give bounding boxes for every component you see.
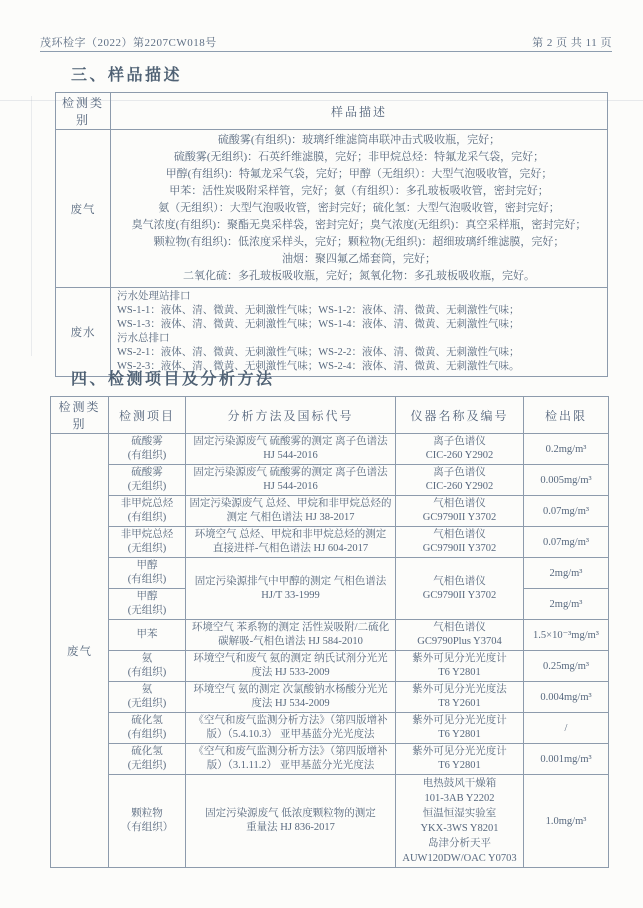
method-row: [51, 434, 609, 465]
table2-header-instrument: 仪器名称及编号: [396, 397, 524, 434]
method-row: [51, 682, 609, 713]
item-cell: [109, 465, 186, 496]
item-cell: [109, 434, 186, 465]
method-line: 固定污染源废气 硫酸雾的测定 离子色谱法: [193, 436, 388, 447]
method-row: [51, 620, 609, 651]
doc-number: 茂环检字（2022）第2207CW018号: [40, 37, 217, 49]
method-line: 《空气和废气监测分析方法》（第四版增补: [193, 715, 388, 726]
instrument-line: GC9790II Y3702: [422, 589, 497, 601]
item-cell: [109, 744, 186, 775]
method-line: HJ/T 33-1999: [261, 589, 320, 601]
item-line: 硫化氢: [131, 746, 163, 757]
item-cell: [109, 775, 186, 868]
method-line: 固定污染源废气 硫酸雾的测定 离子色谱法: [193, 467, 388, 478]
instrument-cell: [396, 496, 524, 527]
item-line: (有组织): [127, 729, 167, 740]
method-cell: [186, 713, 396, 744]
sample-line: 甲醇(有组织)：特氟龙采气袋，完好；甲醇（无组织）：大型气泡吸收管，完好；: [165, 168, 553, 180]
item-line: (有组织): [127, 512, 167, 523]
table2-header-category: 检测类别: [51, 397, 109, 434]
table2-header-limit: 检出限: [524, 397, 609, 434]
sample-line: WS-1-1：液体、清、微黄、无刺激性气味；WS-1-2：液体、清、微黄、无刺激性气味；: [117, 305, 520, 316]
method-row: [51, 527, 609, 558]
method-line: 《空气和废气监测分析方法》（第四版增补: [193, 746, 388, 757]
instrument-line: 气相色谱仪: [433, 498, 486, 509]
instrument-cell: [396, 465, 524, 496]
analysis-method-table: [50, 396, 609, 868]
method-row: [51, 775, 609, 868]
instrument-line: 紫外可见分光光度法: [412, 684, 507, 695]
item-line: 颗粒物: [131, 808, 163, 819]
method-row: [51, 496, 609, 527]
method-cell: [186, 744, 396, 775]
item-line: 非甲烷总烃: [120, 529, 174, 540]
method-line: 固定污染源废气 总烃、甲烷和非甲烷总烃的: [189, 498, 392, 509]
method-cell: [186, 775, 396, 868]
limit-cell: 0.004mg/m³: [524, 682, 609, 713]
method-row: [51, 651, 609, 682]
item-cell: [109, 589, 186, 620]
instrument-line: GC9790II Y3702: [422, 543, 497, 554]
method-line: HJ 544-2016: [263, 481, 318, 492]
instrument-line: 气相色谱仪: [433, 575, 486, 587]
table1-header-description: 样品描述: [111, 93, 608, 130]
section-title-test-methods: 四、检测项目及分析方法: [71, 371, 275, 388]
limit-cell: 1.0mg/m³: [524, 775, 609, 868]
method-line: 直接进样-气相色谱法 HJ 604-2017: [212, 543, 369, 554]
limit-cell: 1.5×10⁻³mg/m³: [524, 620, 609, 651]
item-line: (有组织): [127, 450, 167, 461]
sample-line: WS-2-3：液体、清、微黄、无刺激性气味；WS-2-4：液体、清、微黄、无刺激性气味。: [117, 361, 520, 372]
method-line: 版）（5.4.10.3） 亚甲基蓝分光光度法: [206, 729, 375, 740]
limit-cell: 0.07mg/m³: [524, 527, 609, 558]
instrument-cell: [396, 713, 524, 744]
item-line: (有组织): [127, 667, 167, 678]
instrument-line: 紫外可见分光光度计: [412, 715, 507, 726]
item-cell: [109, 620, 186, 651]
sample-line: 二氧化硫：多孔玻板吸收瓶，完好；氮氧化物：多孔玻板吸收瓶，完好。: [183, 270, 535, 282]
instrument-line: CIC-260 Y2902: [425, 450, 494, 461]
limit-cell: 0.005mg/m³: [524, 465, 609, 496]
item-cell: [109, 651, 186, 682]
table2-header-method: 分析方法及国标代号: [186, 397, 396, 434]
sample-row: [56, 130, 608, 288]
method-cell: [186, 496, 396, 527]
method-line: 版）（3.1.11.2） 亚甲基蓝分光光度法: [206, 760, 375, 771]
instrument-line: YKX-3WS Y8201: [420, 823, 499, 834]
method-line: HJ 544-2016: [263, 450, 318, 461]
instrument-cell: [396, 620, 524, 651]
instrument-line: T6 Y2801: [438, 729, 481, 740]
item-line: (无组织): [127, 760, 167, 771]
method-cell: [186, 527, 396, 558]
method-line: 环境空气和废气 氨的测定 纳氏试剂分光光: [193, 653, 388, 664]
page-header: [40, 34, 612, 50]
instrument-line: AUW120DW/OAC Y0703: [402, 853, 517, 864]
instrument-line: 气相色谱仪: [433, 529, 486, 540]
item-line: 硫酸雾: [131, 436, 163, 447]
sample-description-table: [55, 92, 608, 377]
instrument-line: T6 Y2801: [438, 667, 481, 678]
instrument-line: 恒温恒湿实验室: [422, 808, 497, 819]
method-line: 重量法 HJ 836-2017: [246, 822, 335, 833]
item-cell: [109, 682, 186, 713]
instrument-cell: [396, 775, 524, 868]
sample-line: 硫酸雾(有组织)：玻璃纤维滤筒串联冲击式吸收瓶，完好；: [217, 134, 501, 146]
instrument-line: T8 Y2601: [438, 698, 481, 709]
limit-cell: /: [524, 713, 609, 744]
sample-description-cell: [111, 288, 608, 377]
instrument-line: 紫外可见分光光度计: [412, 746, 507, 757]
item-line: （有组织）: [120, 822, 174, 833]
method-line: 固定污染源废气 低浓度颗粒物的测定: [205, 808, 376, 819]
table2-header-item: 检测项目: [109, 397, 186, 434]
method-cell: [186, 465, 396, 496]
instrument-line: CIC-260 Y2902: [425, 481, 494, 492]
sample-line: 氨（无组织）：大型气泡吸收管，密封完好；硫化氢：大型气泡吸收管，密封完好；: [158, 202, 560, 214]
sample-line: 污水处理站排口: [117, 291, 191, 302]
limit-cell: 0.07mg/m³: [524, 496, 609, 527]
instrument-line: 离子色谱仪: [433, 467, 486, 478]
header-rule: [40, 51, 612, 52]
item-line: (无组织): [127, 698, 167, 709]
method-line: 度法 HJ 534-2009: [251, 698, 330, 709]
method-line: 碳解吸-气相色谱法 HJ 584-2010: [218, 636, 363, 647]
instrument-line: GC9790Plus Y3704: [417, 636, 502, 647]
item-line: 非甲烷总烃: [120, 498, 174, 509]
sample-description-cell: [111, 130, 608, 288]
instrument-cell: [396, 434, 524, 465]
instrument-line: 气相色谱仪: [433, 622, 486, 633]
method-row: [51, 713, 609, 744]
instrument-line: 101-3AB Y2202: [424, 793, 495, 804]
item-line: 氨: [141, 653, 153, 664]
category-cell: 废气: [56, 130, 111, 288]
method-row: [51, 465, 609, 496]
method-cell: [186, 434, 396, 465]
limit-cell: 0.2mg/m³: [524, 434, 609, 465]
item-cell: [109, 713, 186, 744]
item-line: 氨: [141, 684, 153, 695]
sample-line: 甲苯：活性炭吸附采样管，完好；氨（有组织）：多孔玻板吸收管，密封完好；: [169, 185, 549, 197]
instrument-line: 离子色谱仪: [433, 436, 486, 447]
method-cell: [186, 620, 396, 651]
table1-header-category: 检测类别: [56, 93, 111, 130]
method-cell: [186, 558, 396, 620]
item-line: 甲醇: [136, 560, 158, 571]
category-cell: 废气: [51, 434, 109, 868]
instrument-line: 电热鼓风干燥箱: [422, 778, 497, 789]
page-indicator: 第 2 页 共 11 页: [532, 37, 612, 49]
item-line: 硫化氢: [131, 715, 163, 726]
item-line: (有组织): [127, 574, 167, 585]
limit-cell: 2mg/m³: [524, 589, 609, 620]
sample-line: 污水总排口: [117, 333, 170, 344]
method-line: 测定 气相色谱法 HJ 38-2017: [226, 512, 355, 523]
method-line: 环境空气 总烃、甲烷和非甲烷总烃的测定: [194, 529, 387, 540]
item-cell: [109, 496, 186, 527]
item-line: 甲苯: [136, 629, 158, 640]
item-line: (无组织): [127, 605, 167, 616]
method-line: 固定污染源排气中甲醇的测定 气相色谱法: [194, 575, 387, 587]
item-cell: [109, 558, 186, 589]
sample-line: 油烟：聚四氟乙烯套筒，完好；: [282, 253, 436, 265]
item-line: (无组织): [127, 481, 167, 492]
limit-cell: 0.25mg/m³: [524, 651, 609, 682]
instrument-cell: [396, 744, 524, 775]
limit-cell: 0.001mg/m³: [524, 744, 609, 775]
limit-cell: 2mg/m³: [524, 558, 609, 589]
sample-line: 臭气浓度(有组织)：聚酯无臭采样袋，密封完好；臭气浓度(无组织)：真空采样瓶，密封完好；: [131, 219, 587, 231]
scan-artifact-left-edge: [31, 96, 32, 356]
instrument-cell: [396, 558, 524, 620]
item-line: 硫酸雾: [131, 467, 163, 478]
section-title-sample-description: 三、样品描述: [71, 67, 183, 84]
method-line: 环境空气 苯系物的测定 活性炭吸附/二硫化: [191, 622, 390, 633]
method-row: [51, 744, 609, 775]
sample-row: [56, 288, 608, 377]
category-cell: 废水: [56, 288, 111, 377]
item-line: (无组织): [127, 543, 167, 554]
method-line: 度法 HJ 533-2009: [251, 667, 330, 678]
method-cell: [186, 651, 396, 682]
sample-line: 颗粒物(有组织)：低浓度采样头，完好；颗粒物(无组织)：超细玻璃纤维滤膜，完好；: [153, 236, 565, 248]
instrument-line: T6 Y2801: [438, 760, 481, 771]
method-row: [51, 558, 609, 589]
sample-line: WS-2-1：液体、清、微黄、无刺激性气味；WS-2-2：液体、清、微黄、无刺激性气味；: [117, 347, 520, 358]
method-cell: [186, 682, 396, 713]
item-line: 甲醇: [136, 591, 158, 602]
sample-line: 硫酸雾(无组织)：石英纤维滤膜，完好；非甲烷总烃：特氟龙采气袋，完好；: [173, 151, 545, 163]
instrument-cell: [396, 651, 524, 682]
sample-line: WS-1-3：液体、清、微黄、无刺激性气味；WS-1-4：液体、清、微黄、无刺激性气味；: [117, 319, 520, 330]
instrument-line: 岛津分析天平: [428, 838, 491, 849]
instrument-cell: [396, 527, 524, 558]
instrument-line: 紫外可见分光光度计: [412, 653, 507, 664]
item-cell: [109, 527, 186, 558]
method-line: 环境空气 氨的测定 次氯酸钠水杨酸分光光: [193, 684, 388, 695]
instrument-cell: [396, 682, 524, 713]
instrument-line: GC9790II Y3702: [422, 512, 497, 523]
